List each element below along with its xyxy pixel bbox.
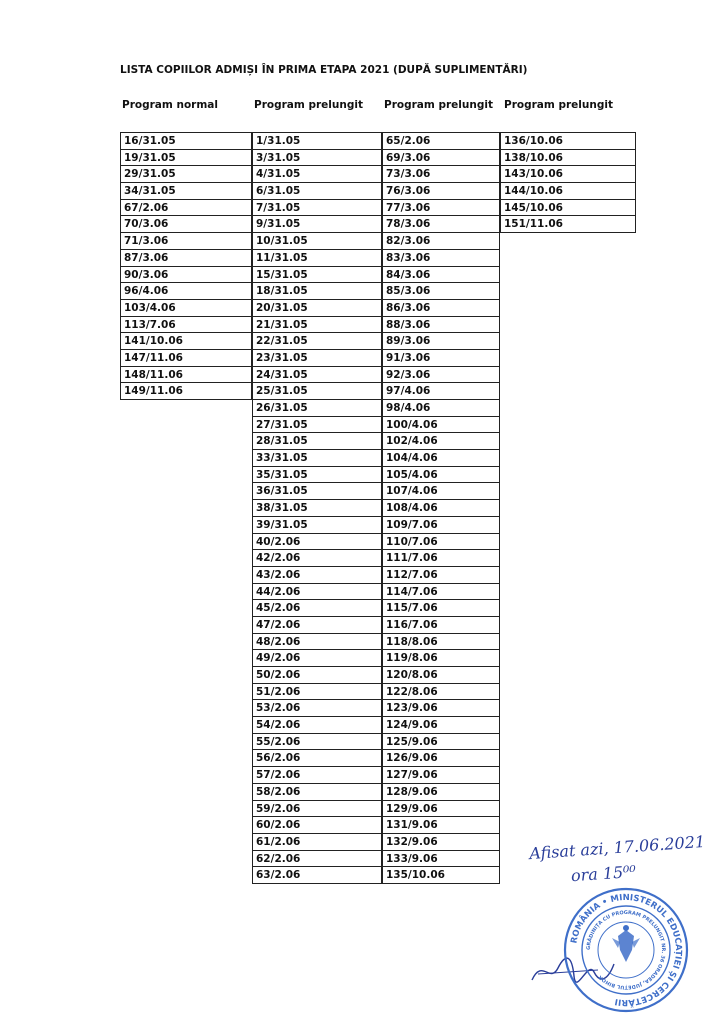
table-cell: 84/3.06 [382, 266, 500, 284]
table-cell: 85/3.06 [382, 282, 500, 300]
table-cell: 91/3.06 [382, 349, 500, 367]
table-cell: 3/31.05 [252, 149, 382, 167]
table-cell: 126/9.06 [382, 749, 500, 767]
table-cell: 76/3.06 [382, 182, 500, 200]
table-cell: 4/31.05 [252, 165, 382, 183]
stamp-ring-text: ROMÂNIA • MINISTERUL EDUCAȚIEI ȘI CERCETĂRII [569, 892, 684, 1008]
handwritten-posting-note [529, 832, 708, 888]
table-cell: 59/2.06 [252, 800, 382, 818]
table-cell: 38/31.05 [252, 499, 382, 517]
table-cell: 53/2.06 [252, 699, 382, 717]
table-cell: 87/3.06 [120, 249, 252, 267]
table-cell: 20/31.05 [252, 299, 382, 317]
table-cell: 1/31.05 [252, 132, 382, 150]
table-cell: 69/3.06 [382, 149, 500, 167]
table-cell: 114/7.06 [382, 583, 500, 601]
table-cell: 135/10.06 [382, 866, 500, 884]
table-cell: 51/2.06 [252, 683, 382, 701]
table-cell: 122/8.06 [382, 683, 500, 701]
coat-of-arms-icon [612, 925, 640, 962]
page-title: LISTA COPIILOR ADMIȘI ÎN PRIMA ETAPA 2021 (DUPĂ SUPLIMENTĂRI) [120, 64, 528, 76]
table-cell: 124/9.06 [382, 716, 500, 734]
table-cell: 103/4.06 [120, 299, 252, 317]
column-header-program-prelungit-3: Program prelungit [504, 99, 613, 111]
table-cell: 42/2.06 [252, 549, 382, 567]
table-cell: 34/31.05 [120, 182, 252, 200]
handwritten-time: ora 15⁰⁰ [570, 861, 637, 886]
table-cell: 22/31.05 [252, 332, 382, 350]
table-cell: 56/2.06 [252, 749, 382, 767]
table-cell: 148/11.06 [120, 366, 252, 384]
list-program-normal [120, 132, 252, 400]
column-header-program-prelungit-2: Program prelungit [384, 99, 493, 111]
table-cell: 47/2.06 [252, 616, 382, 634]
table-cell: 109/7.06 [382, 516, 500, 534]
list-program-prelungit-1 [252, 132, 382, 884]
table-cell: 62/2.06 [252, 850, 382, 868]
table-cell: 113/7.06 [120, 316, 252, 334]
table-cell: 149/11.06 [120, 382, 252, 400]
table-cell: 127/9.06 [382, 766, 500, 784]
table-cell: 96/4.06 [120, 282, 252, 300]
table-cell: 44/2.06 [252, 583, 382, 601]
table-cell: 36/31.05 [252, 482, 382, 500]
table-cell: 98/4.06 [382, 399, 500, 417]
table-cell: 112/7.06 [382, 566, 500, 584]
table-cell: 107/4.06 [382, 482, 500, 500]
table-cell: 88/3.06 [382, 316, 500, 334]
table-cell: 40/2.06 [252, 533, 382, 551]
table-cell: 9/31.05 [252, 215, 382, 233]
column-header-program-prelungit-1: Program prelungit [254, 99, 363, 111]
table-cell: 61/2.06 [252, 833, 382, 851]
table-cell: 35/31.05 [252, 466, 382, 484]
table-cell: 24/31.05 [252, 366, 382, 384]
list-program-prelungit-3 [500, 132, 636, 233]
table-cell: 39/31.05 [252, 516, 382, 534]
table-cell: 55/2.06 [252, 733, 382, 751]
table-cell: 15/31.05 [252, 266, 382, 284]
table-cell: 97/4.06 [382, 382, 500, 400]
table-cell: 104/4.06 [382, 449, 500, 467]
table-cell: 29/31.05 [120, 165, 252, 183]
table-cell: 16/31.05 [120, 132, 252, 150]
table-cell: 143/10.06 [500, 165, 636, 183]
table-cell: 105/4.06 [382, 466, 500, 484]
table-cell: 27/31.05 [252, 416, 382, 434]
table-cell: 102/4.06 [382, 432, 500, 450]
table-cell: 77/3.06 [382, 199, 500, 217]
table-cell: 133/9.06 [382, 850, 500, 868]
table-cell: 10/31.05 [252, 232, 382, 250]
table-cell: 82/3.06 [382, 232, 500, 250]
table-cell: 78/3.06 [382, 215, 500, 233]
table-cell: 128/9.06 [382, 783, 500, 801]
table-cell: 83/3.06 [382, 249, 500, 267]
handwritten-date: Afisat azi, 17.06.2021 [528, 831, 706, 864]
table-cell: 123/9.06 [382, 699, 500, 717]
table-cell: 19/31.05 [120, 149, 252, 167]
table-cell: 21/31.05 [252, 316, 382, 334]
table-cell: 65/2.06 [382, 132, 500, 150]
table-cell: 70/3.06 [120, 215, 252, 233]
table-cell: 131/9.06 [382, 816, 500, 834]
table-cell: 125/9.06 [382, 733, 500, 751]
table-cell: 138/10.06 [500, 149, 636, 167]
table-cell: 50/2.06 [252, 666, 382, 684]
table-cell: 6/31.05 [252, 182, 382, 200]
table-cell: 18/31.05 [252, 282, 382, 300]
table-cell: 23/31.05 [252, 349, 382, 367]
table-cell: 45/2.06 [252, 599, 382, 617]
table-cell: 132/9.06 [382, 833, 500, 851]
table-cell: 100/4.06 [382, 416, 500, 434]
table-cell: 73/3.06 [382, 165, 500, 183]
table-cell: 25/31.05 [252, 382, 382, 400]
table-cell: 54/2.06 [252, 716, 382, 734]
table-cell: 63/2.06 [252, 866, 382, 884]
table-cell: 89/3.06 [382, 332, 500, 350]
table-cell: 111/7.06 [382, 549, 500, 567]
table-cell: 118/8.06 [382, 633, 500, 651]
table-cell: 115/7.06 [382, 599, 500, 617]
table-cell: 151/11.06 [500, 215, 636, 233]
table-cell: 119/8.06 [382, 649, 500, 667]
table-cell: 48/2.06 [252, 633, 382, 651]
table-cell: 116/7.06 [382, 616, 500, 634]
table-cell: 136/10.06 [500, 132, 636, 150]
table-cell: 60/2.06 [252, 816, 382, 834]
table-cell: 90/3.06 [120, 266, 252, 284]
table-cell: 108/4.06 [382, 499, 500, 517]
table-cell: 28/31.05 [252, 432, 382, 450]
table-cell: 43/2.06 [252, 566, 382, 584]
table-cell: 26/31.05 [252, 399, 382, 417]
official-stamp [562, 886, 690, 1014]
table-cell: 141/10.06 [120, 332, 252, 350]
table-cell: 86/3.06 [382, 299, 500, 317]
table-cell: 145/10.06 [500, 199, 636, 217]
table-cell: 147/11.06 [120, 349, 252, 367]
table-cell: 120/8.06 [382, 666, 500, 684]
list-program-prelungit-2 [382, 132, 500, 884]
table-cell: 11/31.05 [252, 249, 382, 267]
table-cell: 49/2.06 [252, 649, 382, 667]
table-cell: 144/10.06 [500, 182, 636, 200]
table-cell: 129/9.06 [382, 800, 500, 818]
table-cell: 57/2.06 [252, 766, 382, 784]
table-cell: 71/3.06 [120, 232, 252, 250]
stamp-inner-text: GRĂDINIȚA CU PROGRAM PRELUNGIT NR. 36 ORADEA, JUDEȚUL BIHOR [585, 909, 667, 991]
table-cell: 33/31.05 [252, 449, 382, 467]
table-cell: 110/7.06 [382, 533, 500, 551]
table-cell: 7/31.05 [252, 199, 382, 217]
table-cell: 58/2.06 [252, 783, 382, 801]
table-cell: 67/2.06 [120, 199, 252, 217]
column-header-program-normal: Program normal [122, 99, 218, 111]
table-cell: 92/3.06 [382, 366, 500, 384]
